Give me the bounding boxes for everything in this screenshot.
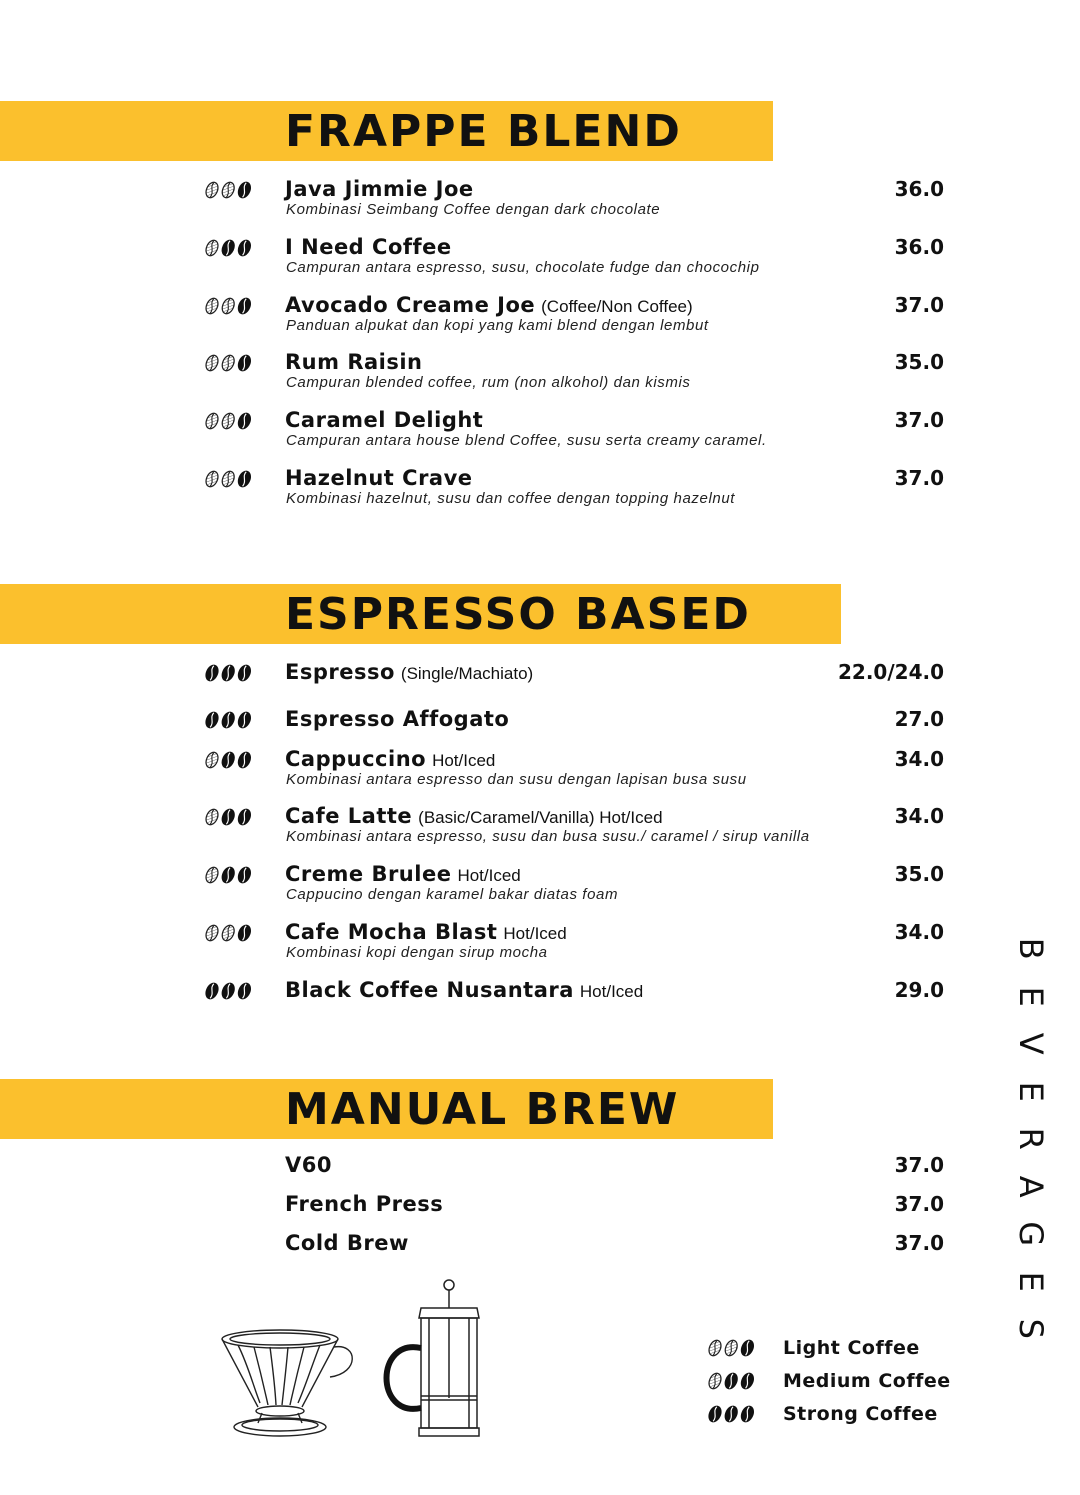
coffee-bean-strength-icon (703, 1339, 763, 1357)
item-note: Hot/Iced (503, 924, 567, 943)
side-title-beverages (1005, 925, 1055, 1353)
side-title-letter: V (1011, 1032, 1050, 1055)
item-note: Hot/Iced (579, 982, 644, 1001)
item-note: Hot/Iced (432, 751, 496, 770)
coffee-bean-strength-icon (200, 924, 260, 942)
item-name-text: Cold Brew (285, 1231, 409, 1255)
item-price: 36.0 (894, 235, 944, 259)
menu-item (0, 177, 1000, 231)
item-price: 37.0 (894, 466, 944, 490)
bean-dark-icon (220, 982, 237, 1000)
bean-light-icon (204, 924, 221, 942)
bean-dark-icon (236, 354, 253, 372)
coffee-bean-strength-icon (200, 866, 260, 884)
item-name (285, 920, 567, 944)
bean-light-icon (204, 808, 221, 826)
item-name-text: I Need Coffee (285, 235, 452, 259)
item-price: 37.0 (894, 1153, 944, 1177)
bean-dark-icon (236, 664, 253, 682)
bean-dark-icon (236, 808, 253, 826)
coffee-bean-strength-icon (200, 664, 260, 682)
item-description: Kombinasi kopi dengan sirup mocha (286, 944, 548, 961)
item-price: 35.0 (894, 862, 944, 886)
item-price: 37.0 (894, 293, 944, 317)
item-name-text: Avocado Creame Joe (285, 293, 536, 317)
frappe-banner (0, 101, 773, 161)
bean-light-icon (204, 297, 221, 315)
french-press-icon (375, 1278, 485, 1443)
coffee-bean-strength-icon (200, 297, 260, 315)
side-title-letter: S (1011, 1318, 1050, 1339)
bean-dark-icon (236, 412, 253, 430)
bean-dark-icon (236, 297, 253, 315)
item-name (285, 978, 643, 1002)
item-name-text: Java Jimmie Joe (285, 177, 474, 201)
bean-light-icon (204, 239, 221, 257)
item-name (285, 466, 473, 490)
item-name-text: Cappuccino (285, 747, 427, 771)
item-name (285, 177, 474, 201)
section-title-manual: MANUAL BREW (285, 1084, 680, 1135)
bean-dark-icon (236, 982, 253, 1000)
item-price: 34.0 (894, 920, 944, 944)
coffee-bean-strength-icon (200, 354, 260, 372)
bean-light-icon (204, 354, 221, 372)
bean-dark-icon (236, 181, 253, 199)
item-name (285, 408, 483, 432)
coffee-bean-strength-icon (200, 181, 260, 199)
section-title-espresso: ESPRESSO BASED (285, 589, 751, 640)
bean-dark-icon (236, 924, 253, 942)
bean-dark-icon (723, 1372, 740, 1390)
bean-dark-icon (220, 751, 237, 769)
item-price: 27.0 (894, 707, 944, 731)
bean-light-icon (220, 181, 237, 199)
coffee-bean-strength-icon (200, 751, 260, 769)
side-title-letter: A (1011, 1175, 1050, 1198)
bean-light-icon (204, 866, 221, 884)
bean-dark-icon (220, 239, 237, 257)
item-description: Kombinasi Seimbang Coffee dengan dark chocolate (286, 201, 661, 218)
item-note: Hot/Iced (457, 866, 521, 885)
side-title-letter: B (1011, 937, 1050, 960)
item-price: 37.0 (894, 1192, 944, 1216)
item-name-text: Creme Brulee (285, 862, 452, 886)
item-note: (Single/Machiato) (400, 664, 534, 683)
bean-dark-icon (236, 866, 253, 884)
item-name (285, 660, 533, 684)
bean-light-icon (707, 1339, 724, 1357)
bean-light-icon (220, 470, 237, 488)
bean-dark-icon (220, 808, 237, 826)
item-name (285, 1231, 409, 1255)
manual-banner (0, 1079, 773, 1139)
item-description: Kombinasi antara espresso dan susu dengan lapisan busa susu (286, 771, 747, 788)
bean-dark-icon (204, 664, 221, 682)
bean-light-icon (723, 1339, 740, 1357)
bean-light-icon (204, 470, 221, 488)
legend-label: Medium Coffee (783, 1370, 951, 1392)
item-description: Cappucino dengan karamel bakar diatas foam (286, 886, 619, 903)
coffee-bean-strength-icon (200, 412, 260, 430)
menu-item (0, 920, 1000, 974)
item-note: (Basic/Caramel/Vanilla) Hot/Iced (418, 808, 663, 827)
item-price: 34.0 (894, 747, 944, 771)
legend-item (700, 1370, 1000, 1394)
item-description: Campuran antara espresso, susu, chocolate fudge dan chocochip (286, 259, 760, 276)
menu-item (0, 978, 1000, 1032)
item-description: Campuran blended coffee, rum (non alkohol) dan kismis (286, 374, 691, 391)
item-name-text: Hazelnut Crave (285, 466, 473, 490)
menu-item (0, 235, 1000, 289)
item-name (285, 235, 452, 259)
item-name (285, 747, 495, 771)
menu-item (0, 466, 1000, 520)
menu-item (0, 747, 1000, 801)
item-price: 37.0 (894, 1231, 944, 1255)
item-name (285, 1192, 443, 1216)
menu-item (0, 862, 1000, 916)
menu-item (0, 293, 1000, 347)
menu-item (0, 1231, 1000, 1285)
item-name-text: Black Coffee Nusantara (285, 978, 574, 1002)
bean-dark-icon (707, 1405, 724, 1423)
item-price: 29.0 (894, 978, 944, 1002)
item-name-text: Cafe Mocha Blast (285, 920, 498, 944)
legend-item (700, 1337, 1000, 1361)
bean-dark-icon (739, 1372, 756, 1390)
menu-item (0, 804, 1000, 858)
coffee-bean-strength-icon (200, 808, 260, 826)
coffee-bean-strength-icon (703, 1372, 763, 1390)
section-title-frappe: FRAPPE BLEND (285, 106, 682, 157)
item-price: 35.0 (894, 350, 944, 374)
bean-dark-icon (236, 239, 253, 257)
item-name-text: Rum Raisin (285, 350, 423, 374)
item-name-text: French Press (285, 1192, 444, 1216)
bean-dark-icon (739, 1405, 756, 1423)
item-name (285, 1153, 332, 1177)
legend-label: Light Coffee (783, 1337, 920, 1359)
bean-dark-icon (220, 866, 237, 884)
item-name-text: Cafe Latte (285, 804, 413, 828)
side-title-letter: G (1011, 1221, 1050, 1247)
menu-item (0, 408, 1000, 462)
item-name-text: Caramel Delight (285, 408, 484, 432)
item-name-text: Espresso (285, 660, 395, 684)
bean-light-icon (220, 412, 237, 430)
bean-dark-icon (236, 751, 253, 769)
coffee-bean-strength-icon (200, 711, 260, 729)
item-description: Kombinasi hazelnut, susu dan coffee dengan topping hazelnut (286, 490, 736, 507)
side-title-letter: R (1011, 1127, 1050, 1150)
espresso-banner (0, 584, 841, 644)
coffee-bean-strength-icon (200, 239, 260, 257)
bean-dark-icon (723, 1405, 740, 1423)
item-name (285, 862, 521, 886)
bean-light-icon (220, 354, 237, 372)
item-price: 22.0/24.0 (838, 660, 944, 684)
item-name (285, 804, 663, 828)
bean-dark-icon (204, 711, 221, 729)
bean-dark-icon (739, 1339, 756, 1357)
coffee-bean-strength-icon (200, 982, 260, 1000)
item-price: 36.0 (894, 177, 944, 201)
legend-label: Strong Coffee (783, 1403, 938, 1425)
bean-dark-icon (220, 711, 237, 729)
side-title-letter: E (1011, 1271, 1050, 1292)
item-name-text: Espresso Affogato (285, 707, 510, 731)
bean-light-icon (204, 751, 221, 769)
item-note: (Coffee/Non Coffee) (541, 297, 693, 316)
bean-dark-icon (236, 711, 253, 729)
item-name (285, 293, 693, 317)
legend-item (700, 1403, 1000, 1427)
bean-dark-icon (220, 664, 237, 682)
item-name (285, 350, 423, 374)
bean-light-icon (204, 181, 221, 199)
v60-dripper-icon (218, 1325, 358, 1445)
menu-item (0, 350, 1000, 404)
item-price: 34.0 (894, 804, 944, 828)
coffee-bean-strength-icon (200, 470, 260, 488)
bean-dark-icon (204, 982, 221, 1000)
item-description: Kombinasi antara espresso, susu dan busa susu./ caramel / sirup vanilla (286, 828, 810, 845)
bean-light-icon (220, 924, 237, 942)
coffee-bean-strength-icon (703, 1405, 763, 1423)
side-title-letter: E (1011, 1081, 1050, 1102)
item-name-text: V60 (285, 1153, 332, 1177)
bean-light-icon (220, 297, 237, 315)
item-name (285, 707, 509, 731)
bean-light-icon (707, 1372, 724, 1390)
bean-dark-icon (236, 470, 253, 488)
side-title-letter: E (1011, 986, 1050, 1007)
item-description: Panduan alpukat dan kopi yang kami blend dengan lembut (286, 317, 709, 334)
item-description: Campuran antara house blend Coffee, susu serta creamy caramel. (286, 432, 767, 449)
bean-light-icon (204, 412, 221, 430)
item-price: 37.0 (894, 408, 944, 432)
